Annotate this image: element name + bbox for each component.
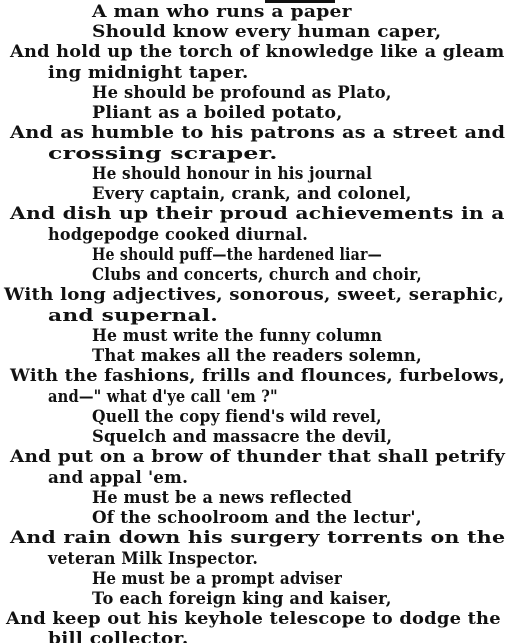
poem-line: With long adjectives, sonorous, sweet, seraphic, bbox=[4, 285, 505, 305]
poem-line: He must be a prompt adviser bbox=[92, 569, 343, 589]
poem-line: and—" what d'ye call 'em ?" bbox=[48, 387, 278, 407]
poem-line: And rain down his surgery torrents on the bbox=[10, 528, 506, 548]
poem-line: and supernal. bbox=[48, 306, 219, 326]
poem-line: With the fashions, frills and flounces, furbelows, bbox=[10, 366, 505, 386]
poem-line: crossing scraper. bbox=[48, 144, 278, 164]
poem-line: And dish up their proud achievements in a bbox=[10, 204, 505, 224]
poem-line: Should know every human caper, bbox=[92, 22, 442, 42]
poem-line: hodgepodge cooked diurnal. bbox=[48, 225, 309, 245]
poem-line: Quell the copy fiend's wild revel, bbox=[92, 407, 382, 427]
poem-line: And keep out his keyhole telescope to dodge the bbox=[6, 609, 501, 629]
poem-line: ing midnight taper. bbox=[48, 63, 249, 83]
poem-line: He must be a news reflected bbox=[92, 488, 353, 508]
poem-line: Squelch and massacre the devil, bbox=[92, 427, 393, 447]
poem-line: That makes all the readers solemn, bbox=[92, 346, 422, 366]
poem-line: He should honour in his journal bbox=[92, 164, 373, 184]
poem-line: He should puff—the hardened liar— bbox=[92, 245, 382, 265]
poem-line: Of the schoolroom and the lectur', bbox=[92, 508, 422, 528]
poem-line: And put on a brow of thunder that shall petrify bbox=[10, 447, 506, 467]
poem-line: Every captain, crank, and colonel, bbox=[92, 184, 412, 204]
poem-line: And hold up the torch of knowledge like a gleam bbox=[10, 42, 505, 62]
poem-line: And as humble to his patrons as a street and bbox=[10, 123, 506, 143]
poem-line: Pliant as a boiled potato, bbox=[92, 103, 343, 123]
poem-line: veteran Milk Inspector. bbox=[48, 549, 259, 569]
poem-line: A man who runs a paper bbox=[92, 2, 352, 22]
poem-line: bill collector. bbox=[48, 629, 189, 643]
poem-line: Clubs and concerts, church and choir, bbox=[92, 265, 422, 285]
poem-line: He must write the funny column bbox=[92, 326, 383, 346]
poem-line: He should be profound as Plato, bbox=[92, 83, 392, 103]
poem-line: and appal 'em. bbox=[48, 468, 189, 488]
poem-line: To each foreign king and kaiser, bbox=[92, 589, 392, 609]
